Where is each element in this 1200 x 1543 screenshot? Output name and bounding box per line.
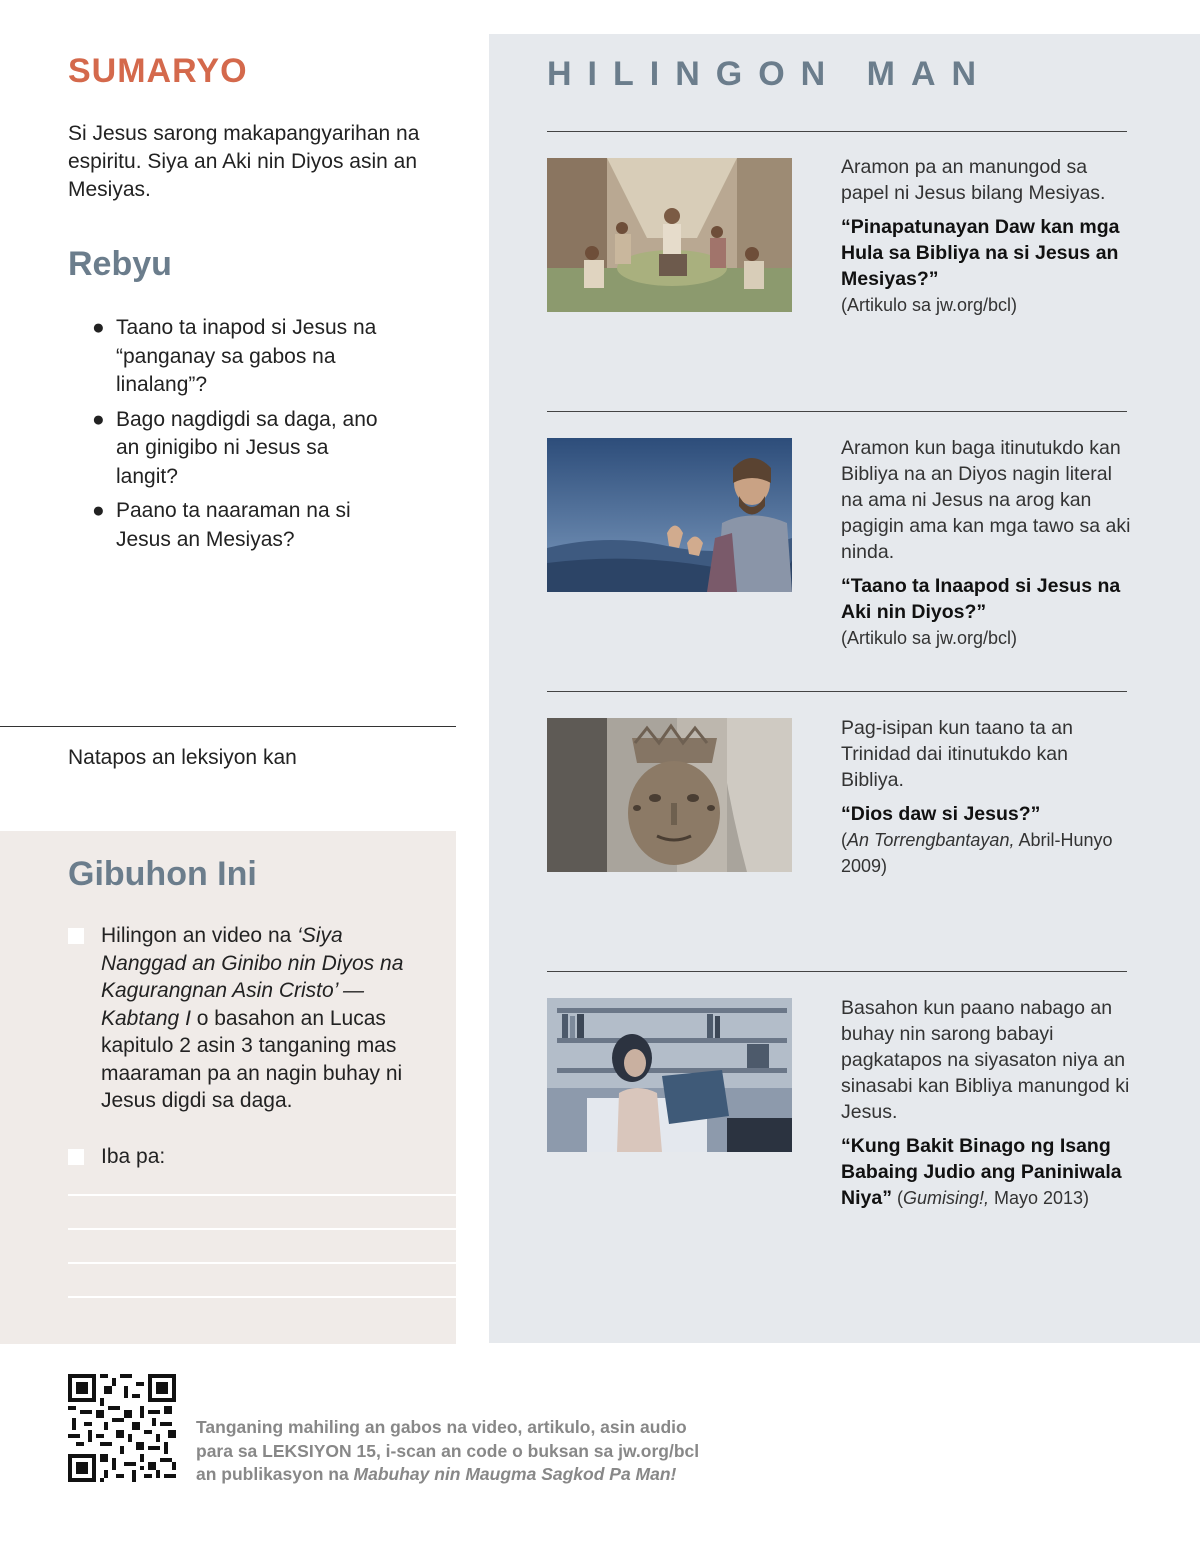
- review-heading: Rebyu: [68, 245, 172, 283]
- review-list: [92, 314, 392, 560]
- review-question: Paano ta naaraman na si Jesus an Mesiyas?: [116, 499, 351, 551]
- jesus-entering-jerusalem-image[interactable]: [547, 158, 792, 312]
- task-item-other: [68, 1143, 428, 1171]
- article-source: (Artikulo sa jw.org/bcl): [841, 628, 1018, 648]
- write-line[interactable]: [68, 1194, 456, 1196]
- task-item-video: [68, 922, 428, 1115]
- completed-label: Natapos an leksiyon kan: [68, 746, 297, 769]
- task-text: [101, 922, 428, 1115]
- source-part: Mayo 2013): [988, 1188, 1090, 1208]
- publication-title: Mabuhay nin Maugma Sagkod Pa Man!: [353, 1464, 677, 1484]
- see-also-heading: HILINGON MAN: [547, 55, 993, 93]
- article-source: [841, 827, 1131, 879]
- footer-text-part: an publikasyon na: [196, 1464, 354, 1484]
- see-also-item-1: [841, 154, 1131, 318]
- task-text: Iba pa:: [101, 1145, 166, 1168]
- source-publication: An Torrengbantayan,: [847, 830, 1015, 850]
- divider: [0, 726, 456, 727]
- list-item: [92, 406, 392, 492]
- item-description: Aramon kun baga itinutukdo kan Bibliya na an Diyos nagin literal na ama ni Jesus na arog kan pagigin ama kan mga tawo sa aki ninda.: [841, 437, 1131, 563]
- item-description: Pag-isipan kun taano ta an Trinidad dai itinutukdo kan Bibliya.: [841, 717, 1074, 791]
- review-question: Taano ta inapod si Jesus na “panganay sa gabos na linalang”?: [116, 316, 377, 396]
- bullet-icon: ●: [92, 499, 105, 522]
- qr-code-icon[interactable]: [68, 1374, 176, 1482]
- see-also-item-4: [841, 995, 1131, 1211]
- article-title-link[interactable]: “Kung Bakit Binago ng Isang Babaing Judio ang Paniniwala Niya”: [841, 1135, 1122, 1209]
- footer-line: para sa LEKSIYON 15, i-scan an code o buksan sa jw.org/bcl: [196, 1440, 700, 1461]
- task-checkbox[interactable]: [68, 928, 84, 944]
- article-source: (Artikulo sa jw.org/bcl): [841, 295, 1018, 315]
- task-checkbox[interactable]: [68, 1149, 84, 1165]
- list-item: [92, 314, 392, 400]
- footer-line: [196, 1463, 736, 1487]
- divider: [547, 411, 1127, 412]
- source-part: Abril-Hunyo 2009): [841, 830, 1113, 876]
- woman-reading-image[interactable]: [547, 998, 792, 1152]
- divider: [547, 131, 1127, 132]
- source-part: (: [891, 1188, 903, 1208]
- divider: [547, 691, 1127, 692]
- video-link[interactable]: ‘Siya Nanggad an Ginibo nin Diyos na Kagurangnan Asin Cristo’ —Kabtang I: [101, 924, 404, 1030]
- write-line[interactable]: [68, 1262, 456, 1264]
- bullet-icon: ●: [92, 316, 105, 339]
- summary-heading: SUMARYO: [68, 52, 248, 90]
- trinity-carving-image[interactable]: [547, 718, 792, 872]
- article-source: [892, 1188, 1089, 1208]
- divider: [547, 971, 1127, 972]
- source-part: (: [841, 830, 847, 850]
- source-publication: Gumising!,: [902, 1188, 989, 1208]
- write-line[interactable]: [68, 1296, 456, 1298]
- see-also-item-2: [841, 435, 1131, 651]
- bullet-icon: ●: [92, 407, 105, 431]
- footer-line: Tanganing mahiling an gabos na video, artikulo, asin audio: [196, 1417, 687, 1437]
- summary-text: Si Jesus sarong makapangyarihan na espiritu. Siya an Aki nin Diyos asin an Mesiyas.: [68, 122, 420, 201]
- article-title-link[interactable]: “Pinapatunayan Daw kan mga Hula sa Bibliya na si Jesus an Mesiyas?”: [841, 216, 1120, 290]
- review-question: Bago nagdigdi sa daga, ano an ginigibo ni Jesus sa langit?: [116, 407, 378, 488]
- article-title-link[interactable]: “Taano ta Inaapod si Jesus na Aki nin Diyos?”: [841, 575, 1121, 623]
- task-text-part: Hilingon an video na: [101, 924, 298, 947]
- task-text-part: o basahon an Lucas kapitulo 2 asin 3 tanganing mas maaraman pa an nagin buhay ni Jesus digdi sa daga.: [101, 1006, 403, 1112]
- tasks-heading: Gibuhon Ini: [68, 855, 257, 893]
- item-description: Basahon kun paano nabago an buhay nin sarong babayi pagkatapos na siyasaton niya an sinasabi kan Bibliya manungod ki Jesus.: [841, 997, 1130, 1123]
- jesus-praying-image[interactable]: [547, 438, 792, 592]
- footer-note: [196, 1416, 736, 1487]
- article-title-link[interactable]: “Dios daw si Jesus?”: [841, 803, 1041, 825]
- see-also-item-3: [841, 715, 1131, 879]
- write-line[interactable]: [68, 1228, 456, 1230]
- item-description: Aramon pa an manungod sa papel ni Jesus bilang Mesiyas.: [841, 156, 1106, 204]
- list-item: [92, 497, 392, 554]
